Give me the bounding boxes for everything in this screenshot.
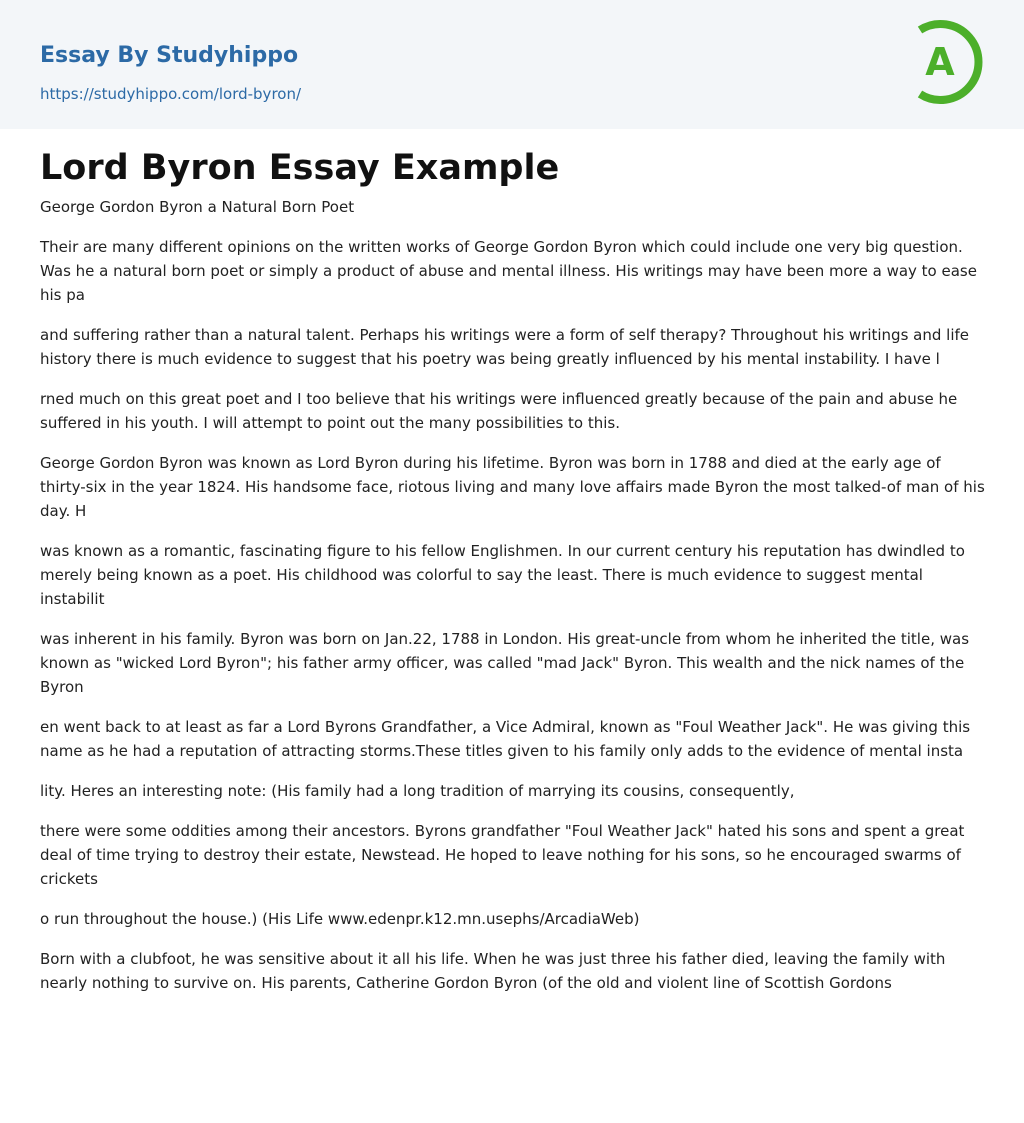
article-paragraph: o run throughout the house.) (His Life www.edenpr.k12.mn.usephs/ArcadiaWeb) (40, 910, 640, 928)
article-paragraph: rned much on this great poet and I too believe that his writings were influenced greatly because of the pain and abuse he suffered in his youth. I will attempt to point out the many possibilities to this. (40, 390, 958, 432)
article-paragraph: Their are many different opinions on the written works of George Gordon Byron which could include one very big question. Was he a natural born poet or simply a product of abuse and mental illness. His writings may have been more a way to ease his pa (40, 238, 977, 304)
page-url-link[interactable]: https://studyhippo.com/lord-byron/ (40, 85, 302, 103)
article-title: Lord Byron Essay Example (40, 148, 560, 188)
article-paragraph: was inherent in his family. Byron was born on Jan.22, 1788 in London. His great-uncle from whom he inherited the title, was known as "wicked Lord Byron"; his father army officer, was called "mad Jack" Byron. This wealth and the nick names of the Byron (40, 630, 970, 696)
article-subtitle: George Gordon Byron a Natural Born Poet (40, 198, 355, 216)
article-paragraph: and suffering rather than a natural talent. Perhaps his writings were a form of self therapy? Throughout his writings and life history there is much evidence to suggest that his poetry was being greatly influenced by his mental instability. I have l (40, 326, 969, 368)
logo-a-icon (910, 17, 990, 107)
article-paragraph: there were some oddities among their ancestors. Byrons grandfather "Foul Weather Jack" hated his sons and spent a great deal of time trying to destroy their estate, Newstead. He hoped to leave nothing for his sons, so he encouraged swarms of crickets (40, 822, 965, 888)
article-body (40, 195, 990, 1011)
article-paragraph: Born with a clubfoot, he was sensitive about it all his life. When he was just three his father died, leaving the family with nearly nothing to survive on. His parents, Catherine Gordon Byron (of the old and violent line of Scottish Gordons (40, 950, 946, 992)
logo-letter: A (925, 40, 955, 84)
site-brand[interactable]: Essay By Studyhippo (40, 43, 299, 68)
article-paragraph: George Gordon Byron was known as Lord Byron during his lifetime. Byron was born in 1788 and died at the early age of thirty-six in the year 1824. His handsome face, riotous living and many love affairs made Byron the most talked-of man of his day. H (40, 454, 985, 520)
studyhippo-logo[interactable] (910, 17, 990, 107)
article-paragraph: en went back to at least as far a Lord Byrons Grandfather, a Vice Admiral, known as "Foul Weather Jack". He was giving this name as he had a reputation of attracting storms.These titles given to his family only adds to the evidence of mental insta (40, 718, 971, 760)
article-paragraph: was known as a romantic, fascinating figure to his fellow Englishmen. In our current century his reputation has dwindled to merely being known as a poet. His childhood was colorful to say the least. There is much evidence to suggest mental instabilit (40, 542, 965, 608)
article-paragraph: lity. Heres an interesting note: (His family had a long tradition of marrying its cousins, consequently, (40, 782, 795, 800)
